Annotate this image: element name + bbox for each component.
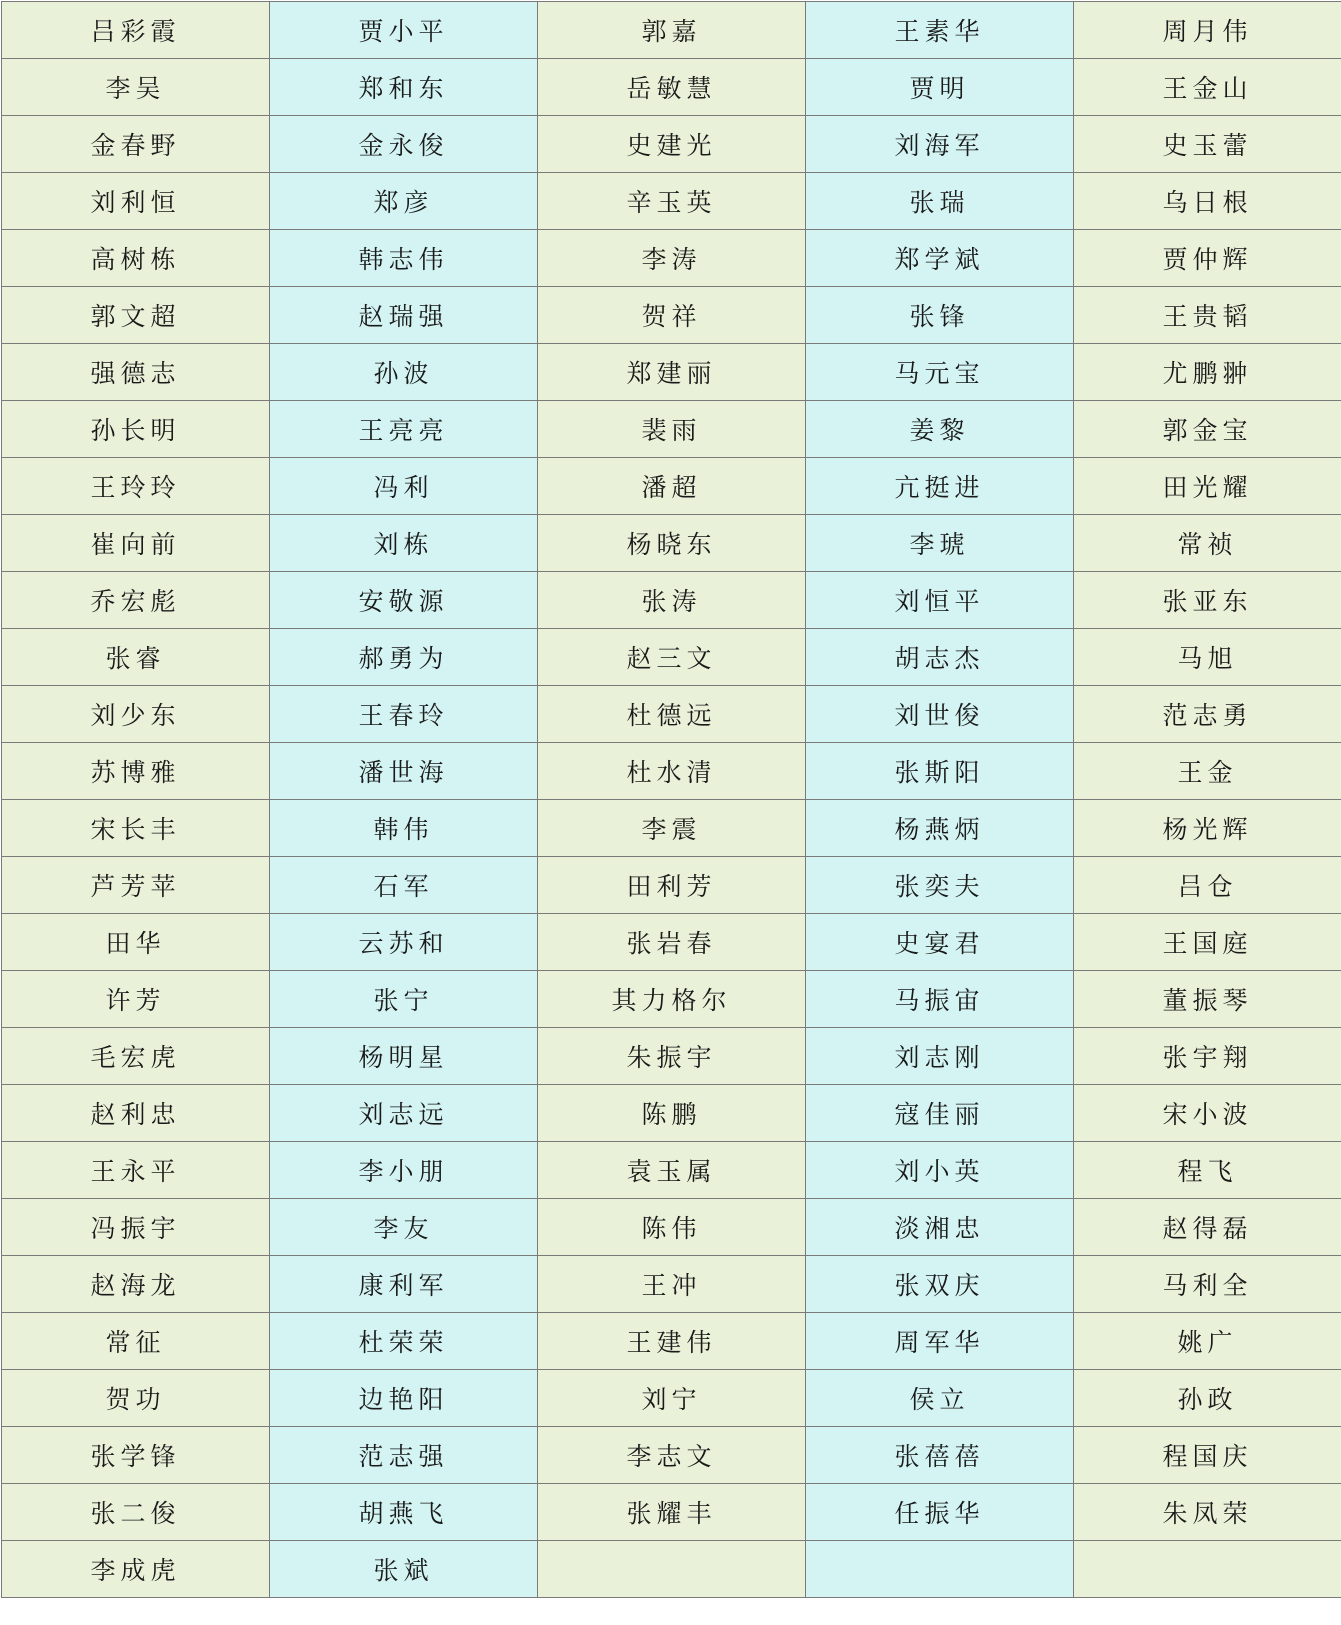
- name-cell: 王素华: [806, 2, 1074, 59]
- table-row: [2, 1142, 1341, 1199]
- name-cell: 金永俊: [270, 116, 538, 173]
- name-cell: 许芳: [2, 971, 270, 1028]
- name-cell: 张睿: [2, 629, 270, 686]
- name-cell: 程国庆: [1074, 1427, 1341, 1484]
- name-cell: 王亮亮: [270, 401, 538, 458]
- name-cell: 马旭: [1074, 629, 1341, 686]
- table-row: [2, 1256, 1341, 1313]
- name-cell: 张亚东: [1074, 572, 1341, 629]
- name-cell: 金春野: [2, 116, 270, 173]
- table-row: [2, 1541, 1341, 1598]
- name-cell: 郑学斌: [806, 230, 1074, 287]
- name-cell: 毛宏虎: [2, 1028, 270, 1085]
- name-cell: 贺祥: [538, 287, 806, 344]
- name-cell: 芦芳苹: [2, 857, 270, 914]
- name-cell: 张耀丰: [538, 1484, 806, 1541]
- name-cell: 赵三文: [538, 629, 806, 686]
- name-cell: 郝勇为: [270, 629, 538, 686]
- table-row: [2, 971, 1341, 1028]
- name-cell: 张宁: [270, 971, 538, 1028]
- name-cell: 张锋: [806, 287, 1074, 344]
- table-row: [2, 1028, 1341, 1085]
- name-cell: 田光耀: [1074, 458, 1341, 515]
- table-row: [2, 914, 1341, 971]
- name-cell: 周月伟: [1074, 2, 1341, 59]
- name-cell: 杜荣荣: [270, 1313, 538, 1370]
- name-cell: 袁玉属: [538, 1142, 806, 1199]
- name-cell: 田利芳: [538, 857, 806, 914]
- name-cell: 史玉蕾: [1074, 116, 1341, 173]
- name-cell: 刘栋: [270, 515, 538, 572]
- name-cell: 陈鹏: [538, 1085, 806, 1142]
- name-cell: 李小朋: [270, 1142, 538, 1199]
- name-table: [1, 1, 1341, 1598]
- name-cell: 刘小英: [806, 1142, 1074, 1199]
- name-cell: 胡志杰: [806, 629, 1074, 686]
- name-cell: 赵海龙: [2, 1256, 270, 1313]
- name-cell: 郑彦: [270, 173, 538, 230]
- name-cell: 马元宝: [806, 344, 1074, 401]
- name-cell: 张瑞: [806, 173, 1074, 230]
- name-cell: 韩伟: [270, 800, 538, 857]
- name-cell: 朱振宇: [538, 1028, 806, 1085]
- name-cell: 潘世海: [270, 743, 538, 800]
- name-cell: 贾明: [806, 59, 1074, 116]
- name-cell: 康利军: [270, 1256, 538, 1313]
- table-row: [2, 686, 1341, 743]
- table-row: [2, 743, 1341, 800]
- table-row: [2, 1484, 1341, 1541]
- name-cell: 王玲玲: [2, 458, 270, 515]
- name-cell: 王金山: [1074, 59, 1341, 116]
- table-row: [2, 1370, 1341, 1427]
- name-cell: 辛玉英: [538, 173, 806, 230]
- name-cell: 朱凤荣: [1074, 1484, 1341, 1541]
- name-cell: 冯利: [270, 458, 538, 515]
- name-cell: 刘宁: [538, 1370, 806, 1427]
- name-cell: 常祯: [1074, 515, 1341, 572]
- name-cell: 张学锋: [2, 1427, 270, 1484]
- name-cell: 王贵韬: [1074, 287, 1341, 344]
- name-cell: 史宴君: [806, 914, 1074, 971]
- name-table-body: [2, 2, 1341, 1598]
- name-cell: 田华: [2, 914, 270, 971]
- name-cell: 张斌: [270, 1541, 538, 1598]
- name-cell: 王国庭: [1074, 914, 1341, 971]
- name-cell: 常征: [2, 1313, 270, 1370]
- name-cell: 刘利恒: [2, 173, 270, 230]
- name-cell: 冯振宇: [2, 1199, 270, 1256]
- name-cell: 王金: [1074, 743, 1341, 800]
- name-cell: 郑建丽: [538, 344, 806, 401]
- name-cell: 刘少东: [2, 686, 270, 743]
- name-cell: 郭嘉: [538, 2, 806, 59]
- table-row: [2, 515, 1341, 572]
- name-cell: 李琥: [806, 515, 1074, 572]
- name-cell: 董振琴: [1074, 971, 1341, 1028]
- name-cell: 云苏和: [270, 914, 538, 971]
- name-cell: [806, 1541, 1074, 1598]
- name-cell: 李震: [538, 800, 806, 857]
- name-cell: 石军: [270, 857, 538, 914]
- name-cell: [538, 1541, 806, 1598]
- name-cell: 乌日根: [1074, 173, 1341, 230]
- name-cell: 杨明星: [270, 1028, 538, 1085]
- name-cell: 边艳阳: [270, 1370, 538, 1427]
- name-cell: 范志强: [270, 1427, 538, 1484]
- table-row: [2, 1085, 1341, 1142]
- name-cell: 刘志远: [270, 1085, 538, 1142]
- name-cell: 周军华: [806, 1313, 1074, 1370]
- name-cell: 孙长明: [2, 401, 270, 458]
- name-cell: 崔向前: [2, 515, 270, 572]
- name-cell: 张二俊: [2, 1484, 270, 1541]
- name-cell: 强德志: [2, 344, 270, 401]
- name-cell: 杨燕炳: [806, 800, 1074, 857]
- name-cell: 贺功: [2, 1370, 270, 1427]
- name-cell: 姚广: [1074, 1313, 1341, 1370]
- name-cell: 乔宏彪: [2, 572, 270, 629]
- name-cell: 王春玲: [270, 686, 538, 743]
- table-row: [2, 800, 1341, 857]
- name-cell: 李友: [270, 1199, 538, 1256]
- name-cell: 陈伟: [538, 1199, 806, 1256]
- name-cell: 郭金宝: [1074, 401, 1341, 458]
- name-cell: 宋长丰: [2, 800, 270, 857]
- name-cell: 胡燕飞: [270, 1484, 538, 1541]
- name-cell: 尤鹏翀: [1074, 344, 1341, 401]
- table-row: [2, 1427, 1341, 1484]
- name-cell: 王建伟: [538, 1313, 806, 1370]
- name-cell: 张宇翔: [1074, 1028, 1341, 1085]
- table-row: [2, 287, 1341, 344]
- name-cell: 宋小波: [1074, 1085, 1341, 1142]
- table-row: [2, 2, 1341, 59]
- name-cell: 潘超: [538, 458, 806, 515]
- name-cell: 张斯阳: [806, 743, 1074, 800]
- name-cell: 郑和东: [270, 59, 538, 116]
- name-cell: 郭文超: [2, 287, 270, 344]
- name-cell: 岳敏慧: [538, 59, 806, 116]
- table-row: [2, 401, 1341, 458]
- name-cell: 张双庆: [806, 1256, 1074, 1313]
- table-row: [2, 572, 1341, 629]
- name-cell: 张蓓蓓: [806, 1427, 1074, 1484]
- name-cell: 孙政: [1074, 1370, 1341, 1427]
- name-cell: 赵利忠: [2, 1085, 270, 1142]
- name-cell: 史建光: [538, 116, 806, 173]
- name-cell: 其力格尔: [538, 971, 806, 1028]
- name-cell: 赵瑞强: [270, 287, 538, 344]
- name-cell: 杨光辉: [1074, 800, 1341, 857]
- name-cell: 刘恒平: [806, 572, 1074, 629]
- table-row: [2, 344, 1341, 401]
- name-cell: 范志勇: [1074, 686, 1341, 743]
- name-cell: 亢挺进: [806, 458, 1074, 515]
- name-cell: 王永平: [2, 1142, 270, 1199]
- name-cell: 张涛: [538, 572, 806, 629]
- name-cell: 杜德远: [538, 686, 806, 743]
- name-cell: 杨晓东: [538, 515, 806, 572]
- table-row: [2, 173, 1341, 230]
- name-cell: 赵得磊: [1074, 1199, 1341, 1256]
- name-cell: 刘海军: [806, 116, 1074, 173]
- name-cell: 程飞: [1074, 1142, 1341, 1199]
- table-row: [2, 1313, 1341, 1370]
- name-cell: 贾小平: [270, 2, 538, 59]
- table-row: [2, 230, 1341, 287]
- name-cell: 姜黎: [806, 401, 1074, 458]
- name-cell: 吕仓: [1074, 857, 1341, 914]
- name-cell: 马振宙: [806, 971, 1074, 1028]
- table-row: [2, 59, 1341, 116]
- table-row: [2, 857, 1341, 914]
- name-cell: 韩志伟: [270, 230, 538, 287]
- name-cell: 寇佳丽: [806, 1085, 1074, 1142]
- name-cell: 张奕夫: [806, 857, 1074, 914]
- name-cell: 贾仲辉: [1074, 230, 1341, 287]
- name-cell: 杜水清: [538, 743, 806, 800]
- name-cell: 任振华: [806, 1484, 1074, 1541]
- table-row: [2, 116, 1341, 173]
- name-cell: 侯立: [806, 1370, 1074, 1427]
- name-cell: 李成虎: [2, 1541, 270, 1598]
- table-row: [2, 458, 1341, 515]
- name-cell: 张岩春: [538, 914, 806, 971]
- name-cell: 王冲: [538, 1256, 806, 1313]
- name-cell: 刘志刚: [806, 1028, 1074, 1085]
- name-cell: 苏博雅: [2, 743, 270, 800]
- name-cell: 安敬源: [270, 572, 538, 629]
- name-cell: 高树栋: [2, 230, 270, 287]
- name-cell: 刘世俊: [806, 686, 1074, 743]
- name-cell: 李志文: [538, 1427, 806, 1484]
- name-cell: 孙波: [270, 344, 538, 401]
- name-cell: 李涛: [538, 230, 806, 287]
- table-row: [2, 1199, 1341, 1256]
- name-cell: 裴雨: [538, 401, 806, 458]
- name-cell: 马利全: [1074, 1256, 1341, 1313]
- name-cell: 吕彩霞: [2, 2, 270, 59]
- table-row: [2, 629, 1341, 686]
- name-cell: 淡湘忠: [806, 1199, 1074, 1256]
- name-cell: [1074, 1541, 1341, 1598]
- name-cell: 李吴: [2, 59, 270, 116]
